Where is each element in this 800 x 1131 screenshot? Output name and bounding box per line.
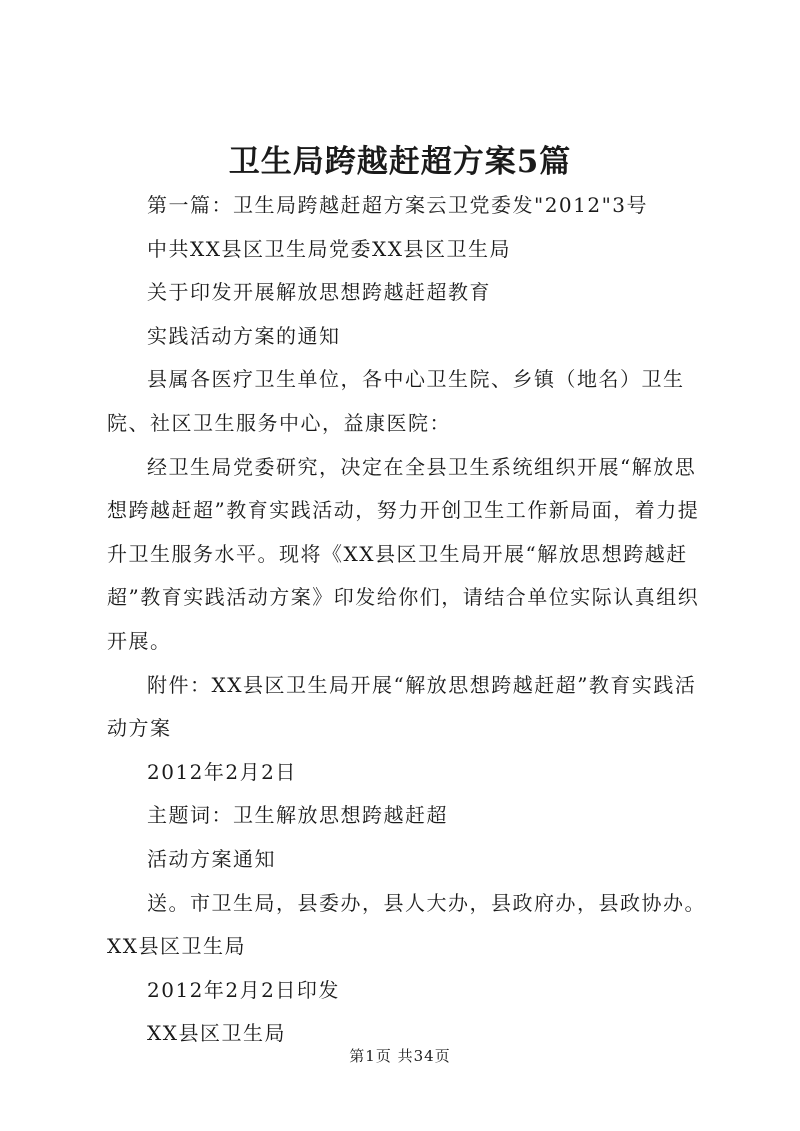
paragraph: 附件：XX县区卫生局开展“解放思想跨越赶超”教育实践活动方案 — [107, 672, 697, 741]
paragraph: 经卫生局党委研究，决定在全县卫生系统组织开展“解放思想跨越赶超”教育实践活动，努力开创卫生工作新局面，着力提升卫生服务水平。现将《XX县区卫生局开展“解放思想跨越赶超”教育实践活动方案》印发给你们，请结合单位实际认真组织开展。 — [107, 454, 700, 653]
paragraph: 中共XX县区卫生局党委XX县区卫生局 — [147, 236, 511, 261]
document-title: 卫生局跨越赶超方案5篇 — [228, 144, 572, 180]
paragraph: XX县区卫生局 — [147, 1021, 286, 1046]
paragraph: 实践活动方案的通知 — [147, 323, 341, 348]
paragraph: 2012年2月2日 — [147, 759, 297, 784]
paragraph: 县属各医疗卫生单位，各中心卫生院、乡镇（地名）卫生院、社区卫生服务中心，益康医院： — [107, 367, 685, 435]
paragraph: 关于印发开展解放思想跨越赶超教育 — [147, 280, 491, 305]
paragraph: 主题词：卫生解放思想跨越赶超 — [147, 803, 448, 828]
page-number-footer: 第1页 共34页 — [349, 1047, 451, 1065]
paragraph: 2012年2月2日印发 — [147, 977, 340, 1002]
document-body — [107, 184, 707, 1056]
paragraph: 送。市卫生局，县委办，县人大办，县政府办，县政协办。XX县区卫生局 — [107, 890, 706, 959]
paragraph: 活动方案通知 — [147, 846, 276, 871]
paragraph: 第一篇：卫生局跨越赶超方案云卫党委发"2012"3号 — [147, 193, 649, 217]
